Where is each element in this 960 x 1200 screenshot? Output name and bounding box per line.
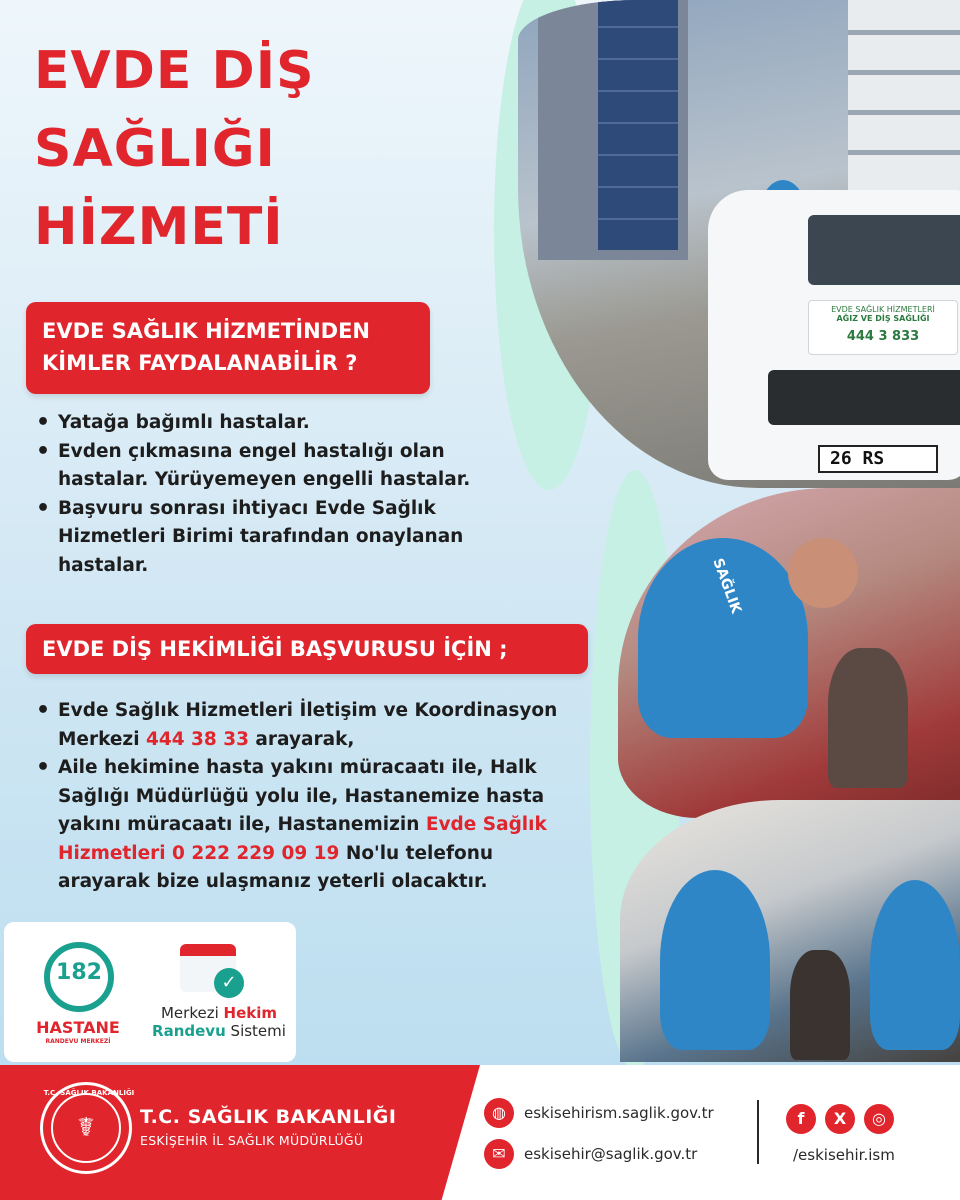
list-item (30, 697, 590, 754)
service-van (708, 190, 960, 480)
instagram-icon[interactable]: ◎ (864, 1104, 894, 1134)
list-item: • Yatağa bağımlı hastalar. (30, 409, 480, 438)
item-text: Aile hekimine hasta yakını müracaatı ile, Halk Sağlığı Müdürlüğü yolu ile, Hastanemize hasta yakını müracaatı ile, Hastanemizin (58, 757, 545, 835)
van-grille (768, 370, 960, 425)
patient-seated (790, 950, 850, 1060)
eligibility-list (30, 409, 480, 580)
caduceus-icon: ☤ (51, 1093, 121, 1163)
van-label-line1: EVDE SAĞLIK HİZMETLERİ (831, 305, 935, 314)
dentist-head (788, 538, 858, 608)
section1-heading-line1: EVDE SAĞLIK HİZMETİNDEN (42, 319, 371, 343)
title-line-1: EVDE DİŞ (34, 41, 315, 101)
email-text[interactable]: eskisehir@saglik.gov.tr (524, 1145, 698, 1163)
building-glass (598, 0, 678, 250)
emblem-ring-text: T.C. SAĞLIK BAKANLIĞI (43, 1089, 135, 1097)
mhrs-word: Hekim (223, 1004, 278, 1022)
patient (828, 648, 908, 788)
logo-name: HASTANE (36, 1018, 120, 1037)
logo-subtitle: RANDEVU MERKEZİ (45, 1038, 111, 1045)
photo-dental-treatment (618, 488, 960, 818)
title-line-2: SAĞLIĞI (34, 119, 276, 179)
van-label (808, 300, 958, 355)
vest-text: SAĞLIK (709, 556, 745, 616)
staff-right (870, 880, 960, 1050)
ministry-emblem-icon (40, 1082, 135, 1174)
van-label-line2: AĞIZ VE DİŞ SAĞLIĞI (836, 314, 930, 323)
list-item: • Evden çıkmasına engel hastalığı olan hastalar. Yürüyemeyen engelli hastalar. (30, 438, 480, 495)
section1-heading-line2: KİMLER FAYDALANABİLİR ? (42, 351, 358, 375)
ministry-name (140, 1106, 396, 1148)
title-line-3: HİZMETİ (34, 197, 284, 257)
section2-heading: EVDE DİŞ HEKİMLİĞİ BAŞVURUSU İÇİN ; (26, 624, 588, 674)
x-icon[interactable]: X (825, 1104, 855, 1134)
van-plate: 26 RS (818, 445, 938, 473)
mail-icon: ✉ (484, 1139, 514, 1169)
dentist-vest (638, 538, 808, 738)
globe-icon: ◍ (484, 1098, 514, 1128)
social-handle[interactable]: /eskisehir.ism (793, 1146, 895, 1164)
mhrs-logo-text (144, 1004, 294, 1040)
footer-divider (757, 1100, 759, 1164)
phone-number-highlight: 444 38 33 (145, 728, 249, 750)
ministry-title: T.C. SAĞLIK BAKANLIĞI (140, 1106, 397, 1128)
item-text: arayarak, (248, 728, 355, 750)
application-list (30, 697, 590, 897)
social-links (786, 1104, 894, 1134)
check-heart-icon: ✓ (214, 968, 244, 998)
logos-card (4, 922, 296, 1062)
mhrs-word: Merkezi (160, 1004, 219, 1022)
list-item: • Başvuru sonrası ihtiyacı Evde Sağlık Hizmetleri Birimi tarafından onaylanan hastalar. (30, 495, 480, 581)
page-title (34, 32, 315, 266)
van-windshield (808, 215, 960, 285)
website-link[interactable] (484, 1098, 714, 1128)
directorate-title: ESKİŞEHİR İL SAĞLIK MÜDÜRLÜĞÜ (140, 1133, 364, 1148)
facebook-icon[interactable]: f (786, 1104, 816, 1134)
email-link[interactable] (484, 1139, 697, 1169)
section1-heading (26, 302, 430, 394)
staff-left (660, 870, 770, 1050)
list-item (30, 754, 590, 897)
van-label-number: 444 3 833 (846, 329, 920, 344)
item-text: No'lu telefonu arayarak bize ulaşmanız yeterli olacaktır. (58, 842, 494, 892)
logo-number: 182 (56, 960, 102, 985)
photo-team-visit (620, 800, 960, 1062)
hastane-182-logo (32, 942, 124, 1057)
item-text: Evde Sağlık Hizmetleri İletişim ve Koordinasyon Merkezi (58, 700, 558, 750)
mhrs-word: Sistemi (230, 1022, 286, 1040)
mhrs-word: Randevu (152, 1022, 226, 1040)
calendar-heart-icon (180, 944, 236, 992)
phone-number-highlight: Evde Sağlık Hizmetleri 0 222 229 09 19 (58, 814, 547, 864)
building-right (848, 0, 960, 190)
website-text[interactable]: eskisehirism.saglik.gov.tr (524, 1104, 714, 1122)
